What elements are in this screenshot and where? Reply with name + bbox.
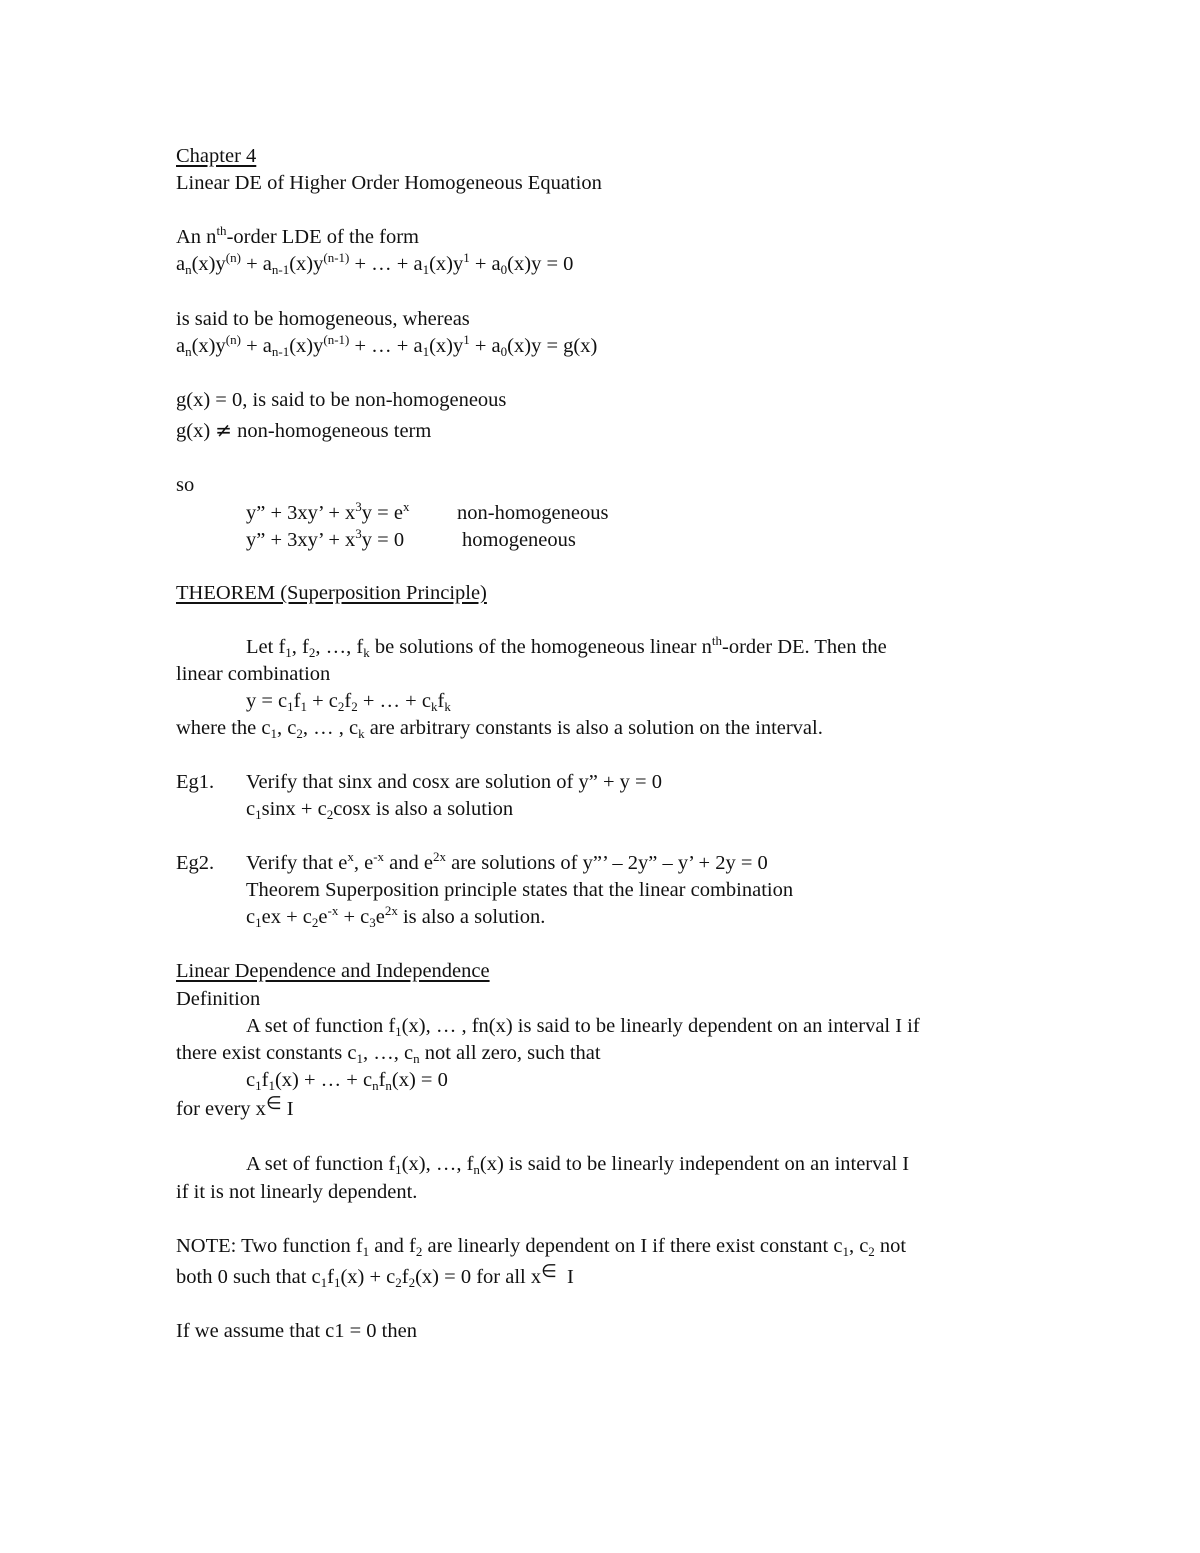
chapter-title: Linear DE of Higher Order Homogeneous Equation <box>176 172 602 194</box>
theorem-line-4: where the $c_1$, $c_2$, … , $c_k$ are arbitrary constants is also a solution on the interval. <box>176 717 823 741</box>
g-zero-text: g(x) = 0, is said to be non-homogeneous <box>176 389 507 411</box>
chapter-heading: Chapter 4 <box>176 145 257 167</box>
homogeneous-equation: $a_n(x)y^{(n)} + a_{n-1}(x)y^{(n-1)}$ + … + $a_1(x)y^1 + a_0(x)y = 0$ <box>176 250 574 277</box>
dependence-line-3: $c_1f_1(x)$ + … + $c_nf_n(x) = 0$ <box>246 1069 448 1093</box>
example-equation-1: y” + 3xy’ + $x^3y = e^x$ <box>246 499 410 524</box>
dependence-line-4: for every x∈ I <box>176 1093 294 1120</box>
note-line-2: both 0 such that $c_1f_1(x) + c_2f_2(x) = 0$ for all x∈ I <box>176 1261 574 1290</box>
example-equation-2: y” + 3xy’ + $x^3y = 0$ <box>246 526 405 551</box>
dependence-line-2: there exist constants $c_1$, …, $c_n$ not all zero, such that <box>176 1042 601 1066</box>
said-homogeneous-text: is said to be homogeneous, whereas <box>176 308 470 330</box>
dependence-line-1: A set of function $f_1(x)$, … , fn(x) is said to be linearly dependent on an interval I if <box>246 1015 920 1039</box>
theorem-line-2: linear combination <box>176 663 331 685</box>
eg2-line-3: $c_1ex + c_2e^{-x} + c_3e^{2x}$ is also a solution. <box>246 903 546 930</box>
g-neq-text: g(x) ≠ non-homogeneous term <box>176 418 432 442</box>
eg2-label: Eg2. <box>176 852 215 874</box>
example-label-1: non-homogeneous <box>457 502 609 524</box>
eg1-line-1: Verify that sinx and cosx are solution of y” + y = 0 <box>246 771 662 793</box>
theorem-heading: THEOREM (Superposition Principle) <box>176 582 487 604</box>
independence-line-2: if it is not linearly dependent. <box>176 1181 418 1203</box>
eg1-line-2: $c_1\sin x + c_2\cos x$ is also a solution <box>246 798 514 822</box>
element-of-icon: ∈ <box>541 1261 557 1282</box>
linear-dependence-heading: Linear Dependence and Independence <box>176 960 490 982</box>
so-text: so <box>176 474 195 496</box>
definition-heading: Definition <box>176 988 261 1010</box>
eg2-line-1: Verify that $e^x$, $e^{-x}$ and $e^{2x}$ are solutions of y”’ – 2y” – y’ + 2y = 0 <box>246 849 768 874</box>
theorem-line-1: Let $f_1$, $f_2$, …, $f_k$ be solutions of the homogeneous linear $n^{th}$-order DE. Then the <box>246 633 887 660</box>
eg2-line-2: Theorem Superposition principle states that the linear combination <box>246 879 794 901</box>
nonhomogeneous-equation: $a_n(x)y^{(n)} + a_{n-1}(x)y^{(n-1)}$ + … + $a_1(x)y^1 + a_0(x)y = g(x)$ <box>176 332 598 359</box>
independence-line-1: A set of function $f_1(x)$, …, $f_n(x)$ is said to be linearly independent on an interval I <box>246 1153 910 1177</box>
assume-text: If we assume that c1 = 0 then <box>176 1320 417 1342</box>
eg1-label: Eg1. <box>176 771 215 793</box>
note-line-1: NOTE: Two function $f_1$ and $f_2$ are linearly dependent on I if there exist constant $c_1$, $c_2$ not <box>176 1235 907 1259</box>
element-of-icon: ∈ <box>265 1093 282 1114</box>
intro-line: An $n^{th}$-order LDE of the form <box>176 223 419 248</box>
theorem-line-3: $y = c_1f_1 + c_2f_2$ + … + $c_kf_k$ <box>246 690 451 714</box>
example-label-2: homogeneous <box>462 529 576 551</box>
not-equal-icon: ≠ <box>215 418 233 442</box>
